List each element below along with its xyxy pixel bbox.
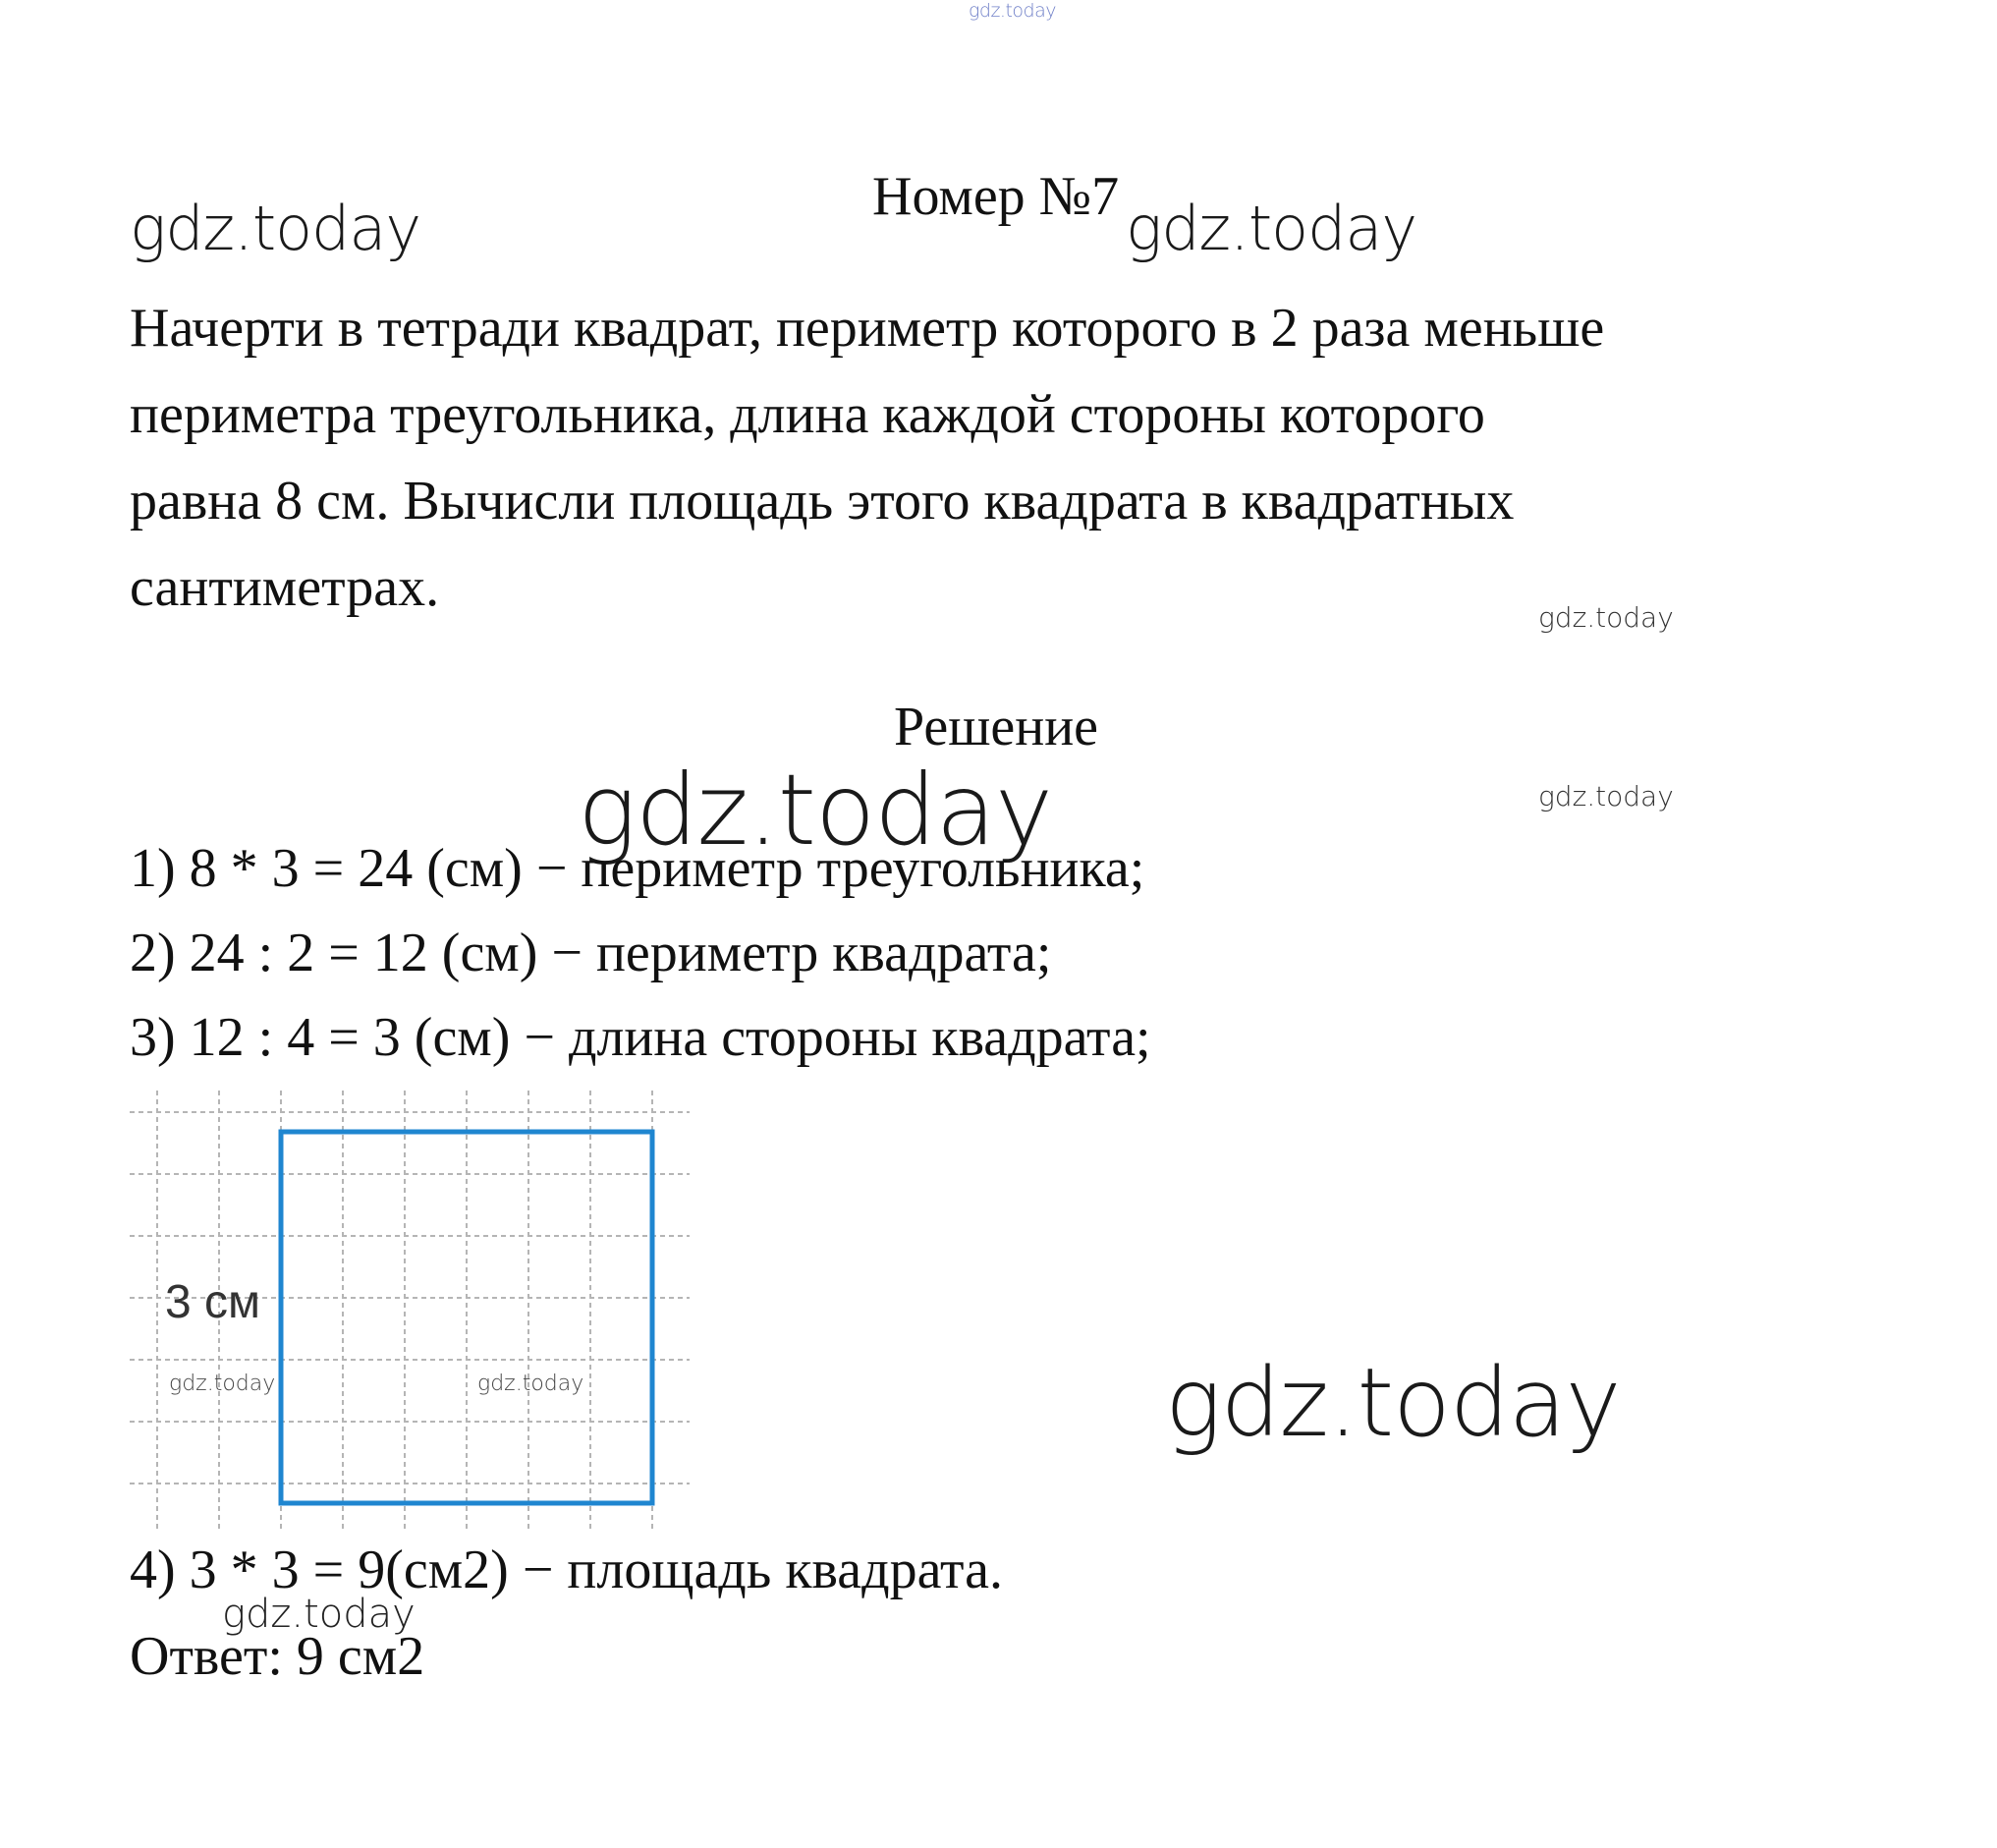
watermark: gdz.today <box>130 193 421 264</box>
problem-text <box>130 285 1819 631</box>
problem-line: Начерти в тетради квадрат, периметр которого в 2 раза меньше <box>130 298 1605 359</box>
side-length-label: 3 см <box>165 1276 261 1328</box>
problem-line: сантиметрах. <box>130 557 440 618</box>
watermark-top: gdz.today <box>969 0 1056 22</box>
solution-step-3: 3) 12 : 4 = 3 (см) − длина стороны квадрата; <box>130 1007 1151 1068</box>
watermark: gdz.today <box>1165 1348 1621 1458</box>
solution-step-2: 2) 24 : 2 = 12 (см) − периметр квадрата; <box>130 923 1052 983</box>
problem-line: равна 8 см. Вычисли площадь этого квадрата в квадратных <box>130 471 1515 532</box>
watermark: gdz.today <box>1538 780 1674 812</box>
solution-heading: Решение <box>894 697 1099 757</box>
page-title: Номер №7 <box>872 166 1120 227</box>
watermark: gdz.today <box>578 753 1053 868</box>
square-figure <box>130 1091 690 1531</box>
solution-step-4: 4) 3 * 3 = 9(см2) − площадь квадрата. <box>130 1540 1003 1600</box>
answer: Ответ: 9 см2 <box>130 1626 425 1687</box>
watermark: gdz.today <box>169 1372 276 1396</box>
watermark: gdz.today <box>1126 193 1417 264</box>
watermark: gdz.today <box>477 1372 584 1396</box>
solution-step-1: 1) 8 * 3 = 24 (см) − периметр треугольника; <box>130 838 1145 899</box>
watermark: gdz.today <box>1538 601 1674 634</box>
problem-line: периметра треугольника, длина каждой стороны которого <box>130 384 1485 445</box>
watermark: gdz.today <box>222 1592 416 1637</box>
